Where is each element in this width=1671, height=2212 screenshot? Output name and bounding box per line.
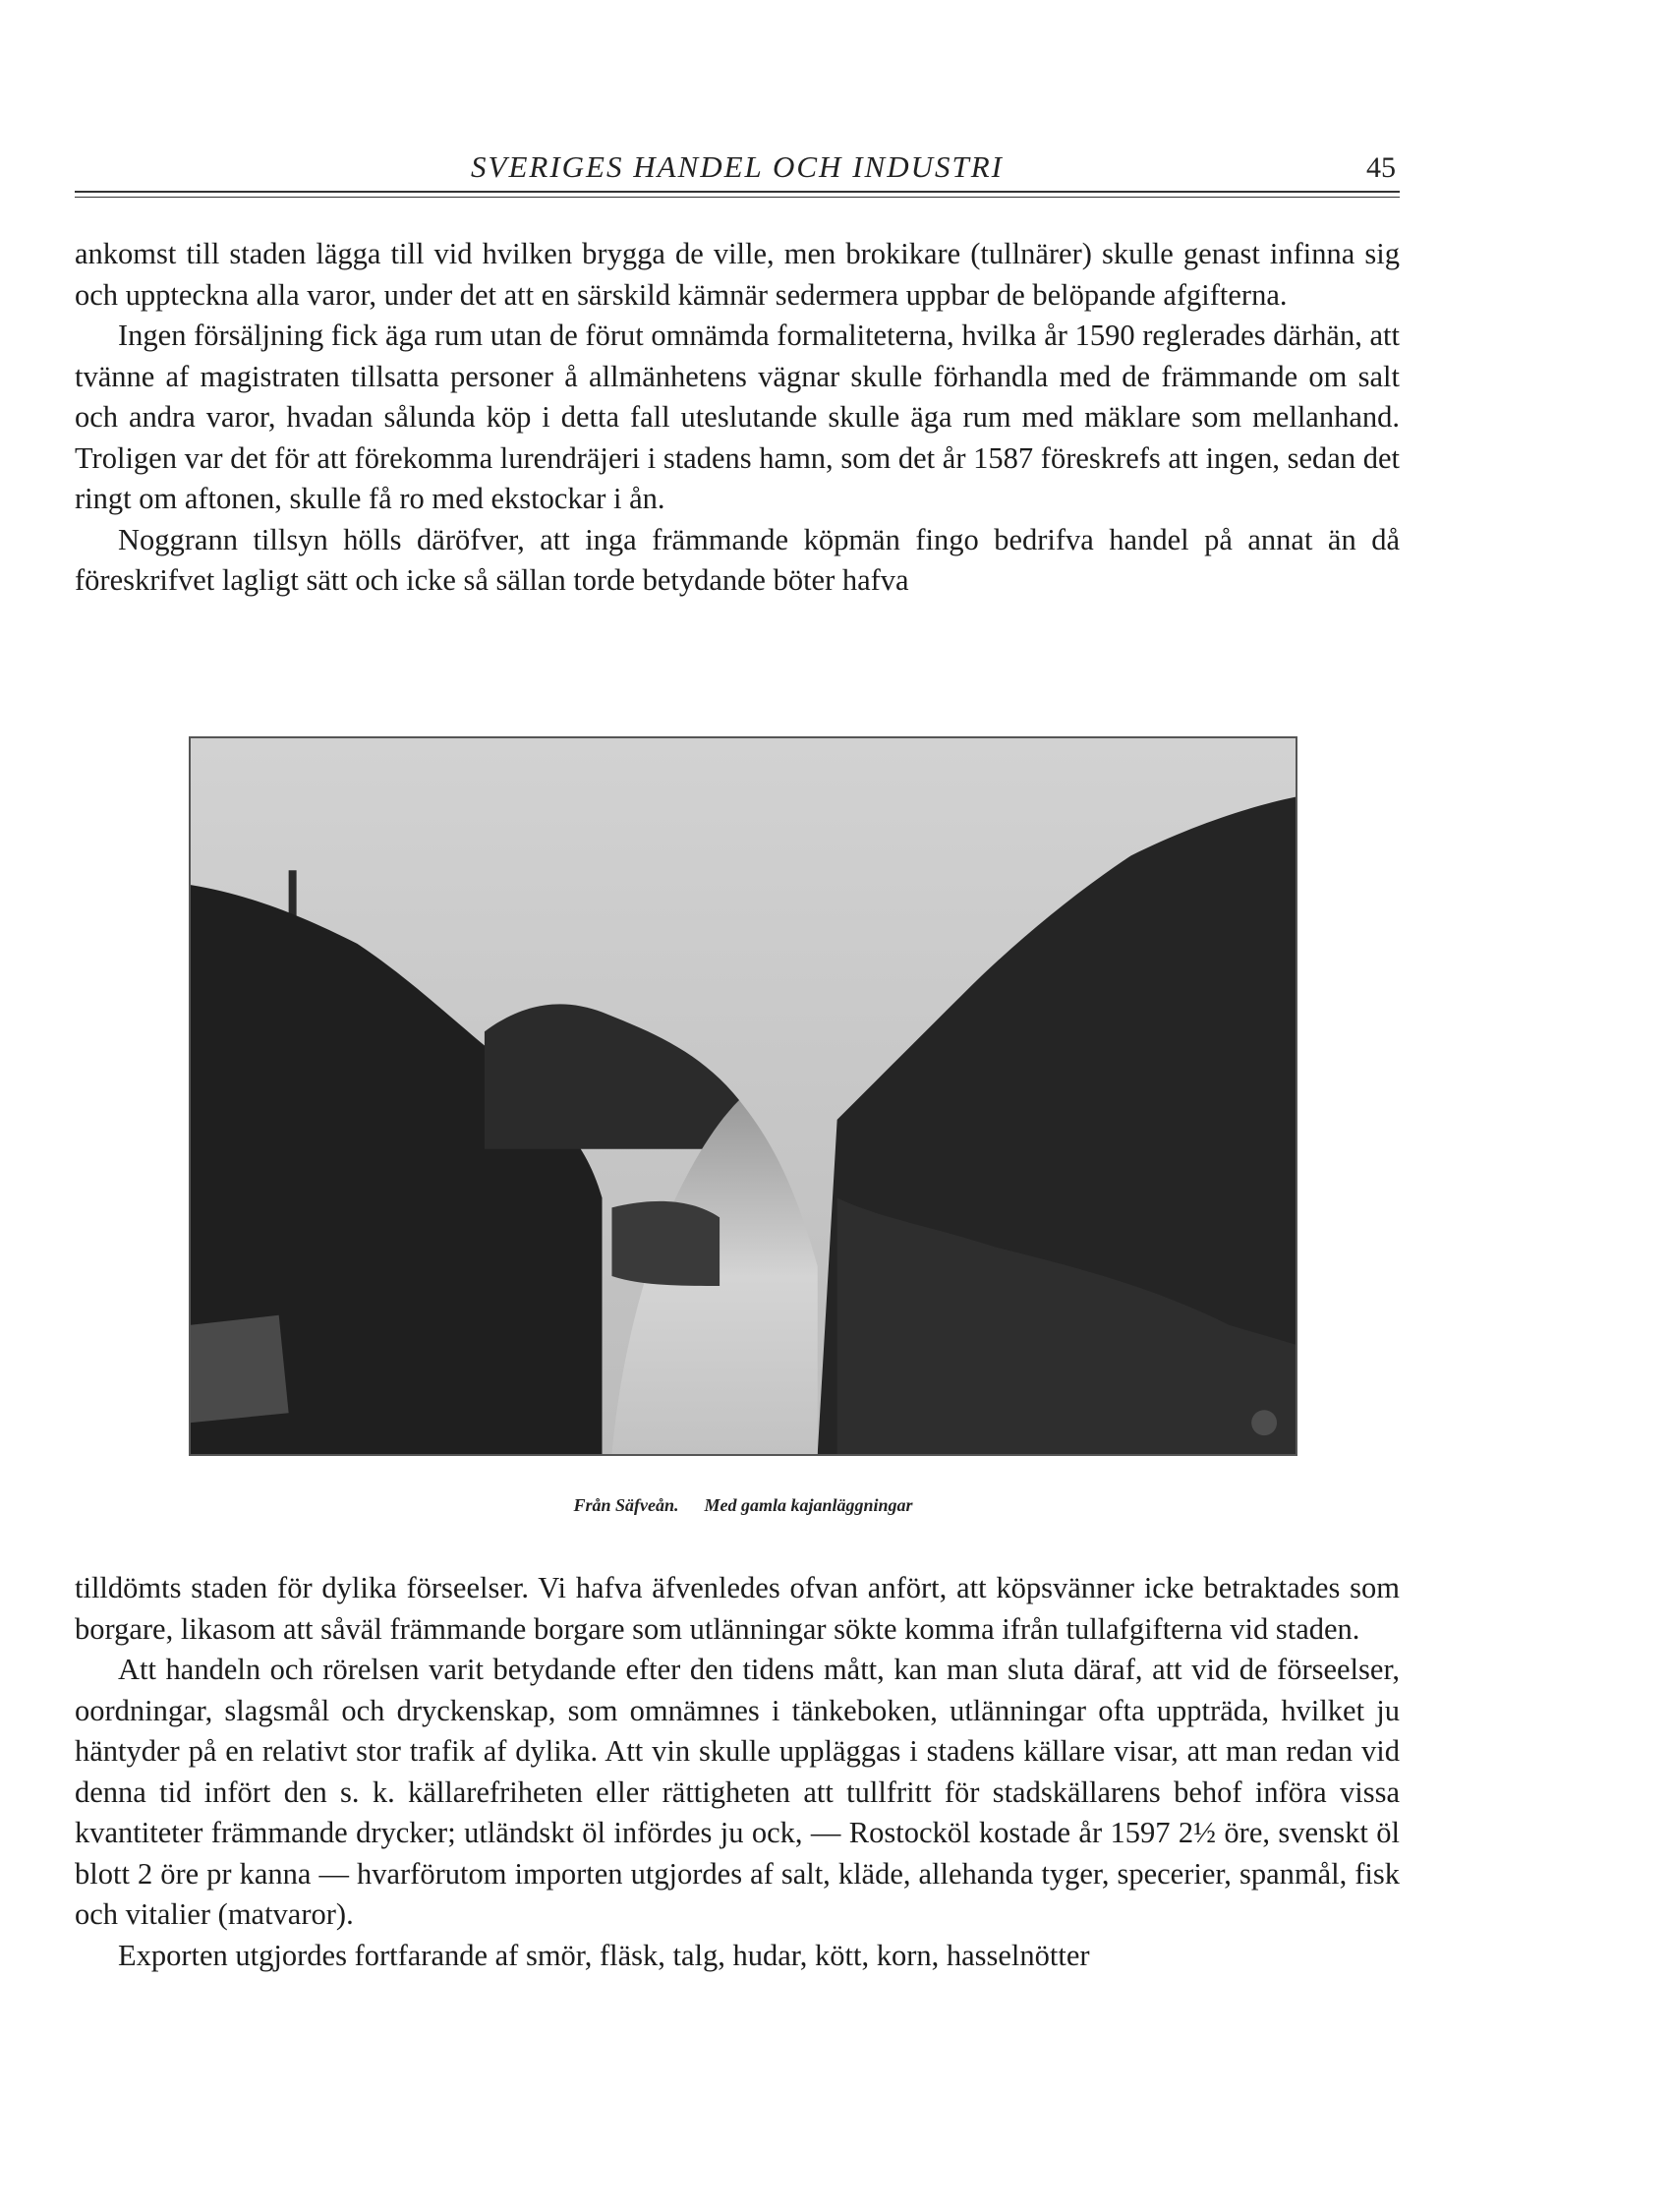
caption-place: Från Säfveån. xyxy=(573,1495,679,1515)
photograph-image xyxy=(191,738,1296,1454)
text-block-bottom xyxy=(75,1568,1400,1976)
photograph-river-with-quays xyxy=(189,736,1297,1456)
text-block-top xyxy=(75,234,1400,602)
paragraph: Att handeln och rörelsen varit betydande efter den tidens mått, kan man sluta däraf, att vid de förseelser, oordningar, slagsmål och dryckenskap, som omnämnes i tänkeboken, utlänningar ofta uppträda, hvilket ju häntyder på en relativt stor trafik af dylika. Att vin skulle uppläggas i stadens källare visar, att man redan vid denna tid infört den s. k. källarefriheten eller rättigheten att tullfritt för stadskällarens behof införa vissa kvantiteter främmande drycker; utländskt öl infördes ju ock, — Rostocköl kostade år 1597 2½ öre, svenskt öl blott 2 öre pr kanna — hvarförutom importen utgjordes af salt, kläde, allehanda tyger, specerier, spanmål, fisk och vitalier (matvaror). xyxy=(75,1653,1400,1931)
paragraph: tilldömts staden för dylika förseelser. Vi hafva äfvenledes ofvan anfört, att köpsvänner icke betraktades som borgare, likasom att såväl främmande borgare som utlänningar sökte komma ifrån tullafgifterna vid staden. xyxy=(75,1571,1400,1646)
running-head xyxy=(75,146,1400,191)
header-rule-top xyxy=(75,191,1400,193)
page-number: 45 xyxy=(1366,151,1396,184)
caption-text: Med gamla kajanläggningar xyxy=(704,1495,913,1515)
paragraph: Exporten utgjordes fortfarande af smör, fläsk, talg, hudar, kött, korn, hasselnötter xyxy=(118,1938,1090,1972)
figure-caption xyxy=(189,1495,1297,1516)
header-rule-bottom xyxy=(75,197,1400,198)
paragraph: Noggrann tillsyn hölls däröfver, att inga främmande köpmän fingo bedrifva handel på annat än då föreskrifvet lagligt sätt och icke så sällan torde betydande böter hafva xyxy=(75,522,1400,597)
paragraph: ankomst till staden lägga till vid hvilken brygga de ville, men brokikare (tullnärer) skulle genast infinna sig och uppteckna alla varor, under det att en särskild kämnär sedermera uppbar de belöpande afgifterna. xyxy=(75,237,1400,312)
running-title: SVERIGES HANDEL OCH INDUSTRI xyxy=(471,149,1004,184)
paragraph: Ingen försäljning fick äga rum utan de förut omnämda formaliteterna, hvilka år 1590 reglerades därhän, att tvänne af magistraten tillsatta personer å allmänhetens vägnar skulle förhandla med de främmande om salt och andra varor, hvadan sålunda köp i detta fall uteslutande skulle äga rum med mäklare som mellanhand. Troligen var det för att förekomma lurendräjeri i stadens hamn, som det år 1587 föreskrefs att ingen, sedan det ringt om aftonen, skulle få ro med ekstockar i ån. xyxy=(75,319,1400,515)
